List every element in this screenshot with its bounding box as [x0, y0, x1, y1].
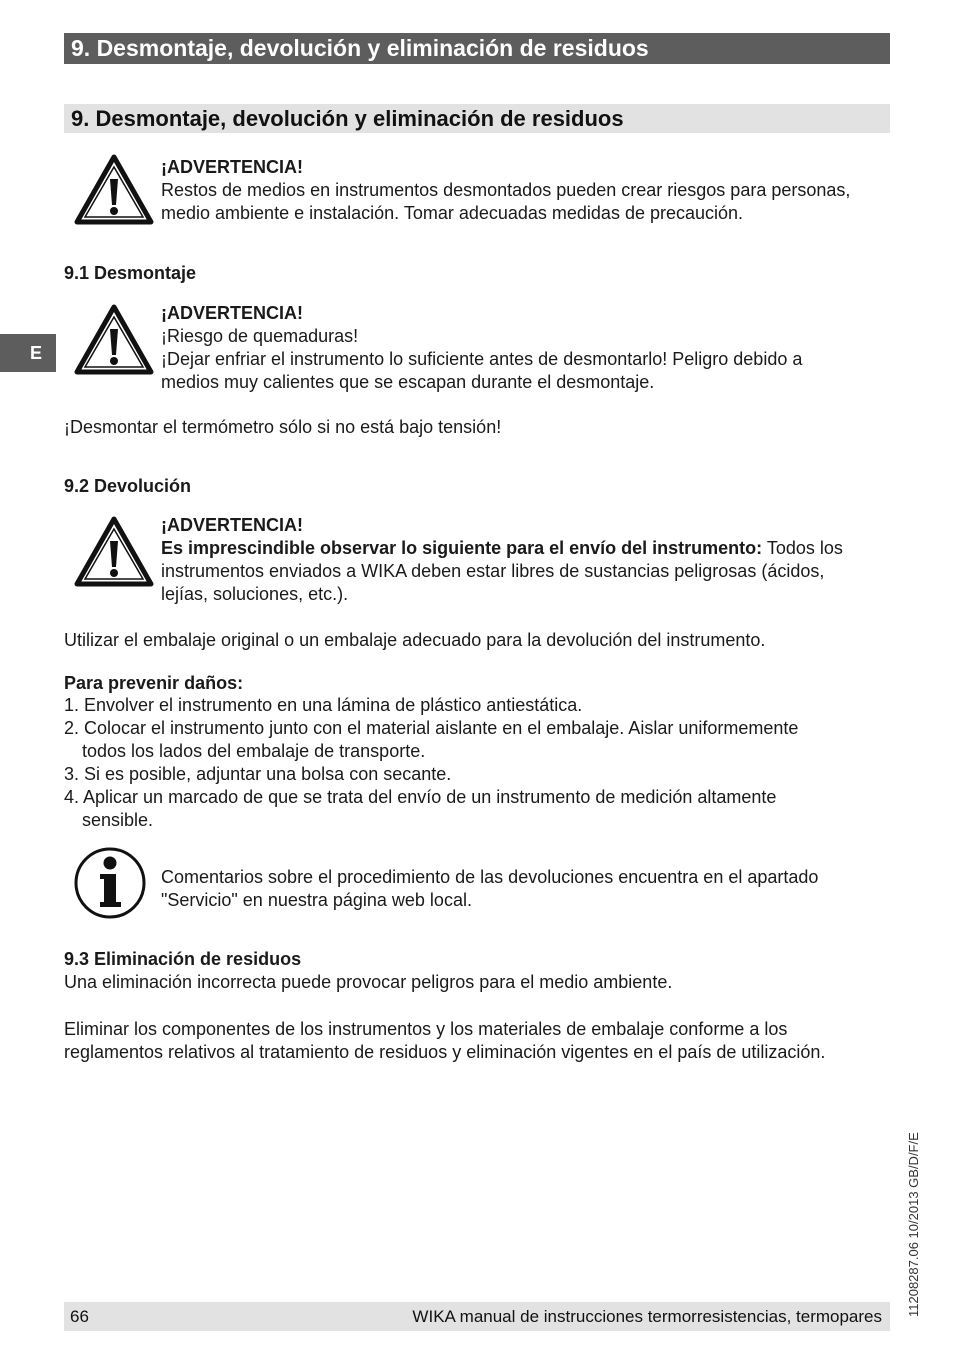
chapter-header-band: 9. Desmontaje, devolución y eliminación de residuos [64, 33, 890, 64]
warning-9-1 [161, 302, 861, 394]
heading-9-3: 9.3 Eliminación de residuos [64, 949, 302, 969]
disposal-text: Una eliminación incorrecta puede provocar peligros para el medio ambiente. [64, 972, 673, 992]
prevent-damage-list [64, 694, 834, 832]
document-code: 11208287.06 10/2013 GB/D/F/E [906, 1132, 921, 1317]
warning-9-2 [161, 514, 876, 606]
prevent-damage-heading: Para prevenir daños: [64, 673, 244, 693]
warning-line: ¡Dejar enfriar el instrumento lo suficiente antes de desmontarlo! Peligro debido a medios muy calientes que se escapan durante el desmontaje. [161, 349, 803, 392]
warning-intro [161, 156, 886, 225]
heading-9-2: 9.2 Devolución [64, 476, 192, 496]
warning-text: Restos de medios en instrumentos desmontados pueden crear riesgos para personas, medio ambiente e instalación. Tomar adecuadas medidas de precaución. [161, 180, 851, 223]
section-title: 9. Desmontaje, devolución y eliminación de residuos [64, 104, 890, 133]
disposal-regulations: Eliminar los componentes de los instrumentos y los materiales de embalaje conforme a los reglamentos relativos al tratamiento de residuos y eliminación vigentes en el país de utilización. [64, 1019, 826, 1062]
warning-triangle-icon [74, 303, 154, 375]
list-item: 2. Colocar el instrumento junto con el material aislante en el embalaje. Aislar uniformemente todos los lados del embalaje de transporte. [64, 718, 799, 761]
list-item: 1. Envolver el instrumento en una lámina de plástico antiestática. [64, 695, 583, 715]
dismount-note: ¡Desmontar el termómetro sólo si no está bajo tensión! [64, 417, 502, 437]
warning-triangle-icon [74, 515, 154, 587]
packaging-note: Utilizar el embalaje original o un embalaje adecuado para la devolución del instrumento. [64, 630, 766, 650]
warning-body: Todos los instrumentos enviados a WIKA deben estar libres de sustancias peligrosas (ácidos, lejías, soluciones, etc.). [161, 538, 843, 604]
info-text: Comentarios sobre el procedimiento de las devoluciones encuentra en el apartado "Servicio" en nuestra página web local. [161, 867, 819, 910]
info-icon [73, 846, 147, 920]
list-item: 3. Si es posible, adjuntar una bolsa con secante. [64, 764, 452, 784]
warning-line: ¡Riesgo de quemaduras! [161, 326, 359, 346]
warning-emphasis: Es imprescindible observar lo siguiente para el envío del instrumento: [161, 538, 763, 558]
language-tab: E [0, 334, 56, 372]
warning-label: ¡ADVERTENCIA! [161, 303, 303, 323]
list-item: 4. Aplicar un marcado de que se trata del envío de un instrumento de medición altamente sensible. [64, 787, 777, 830]
warning-label: ¡ADVERTENCIA! [161, 515, 303, 535]
warning-text [161, 537, 876, 606]
heading-9-1: 9.1 Desmontaje [64, 263, 197, 283]
warning-label: ¡ADVERTENCIA! [161, 157, 303, 177]
footer [64, 1302, 890, 1331]
page-number: 66 [70, 1307, 89, 1326]
warning-triangle-icon [74, 153, 154, 225]
footer-title: WIKA manual de instrucciones termorresistencias, termopares [412, 1307, 882, 1326]
